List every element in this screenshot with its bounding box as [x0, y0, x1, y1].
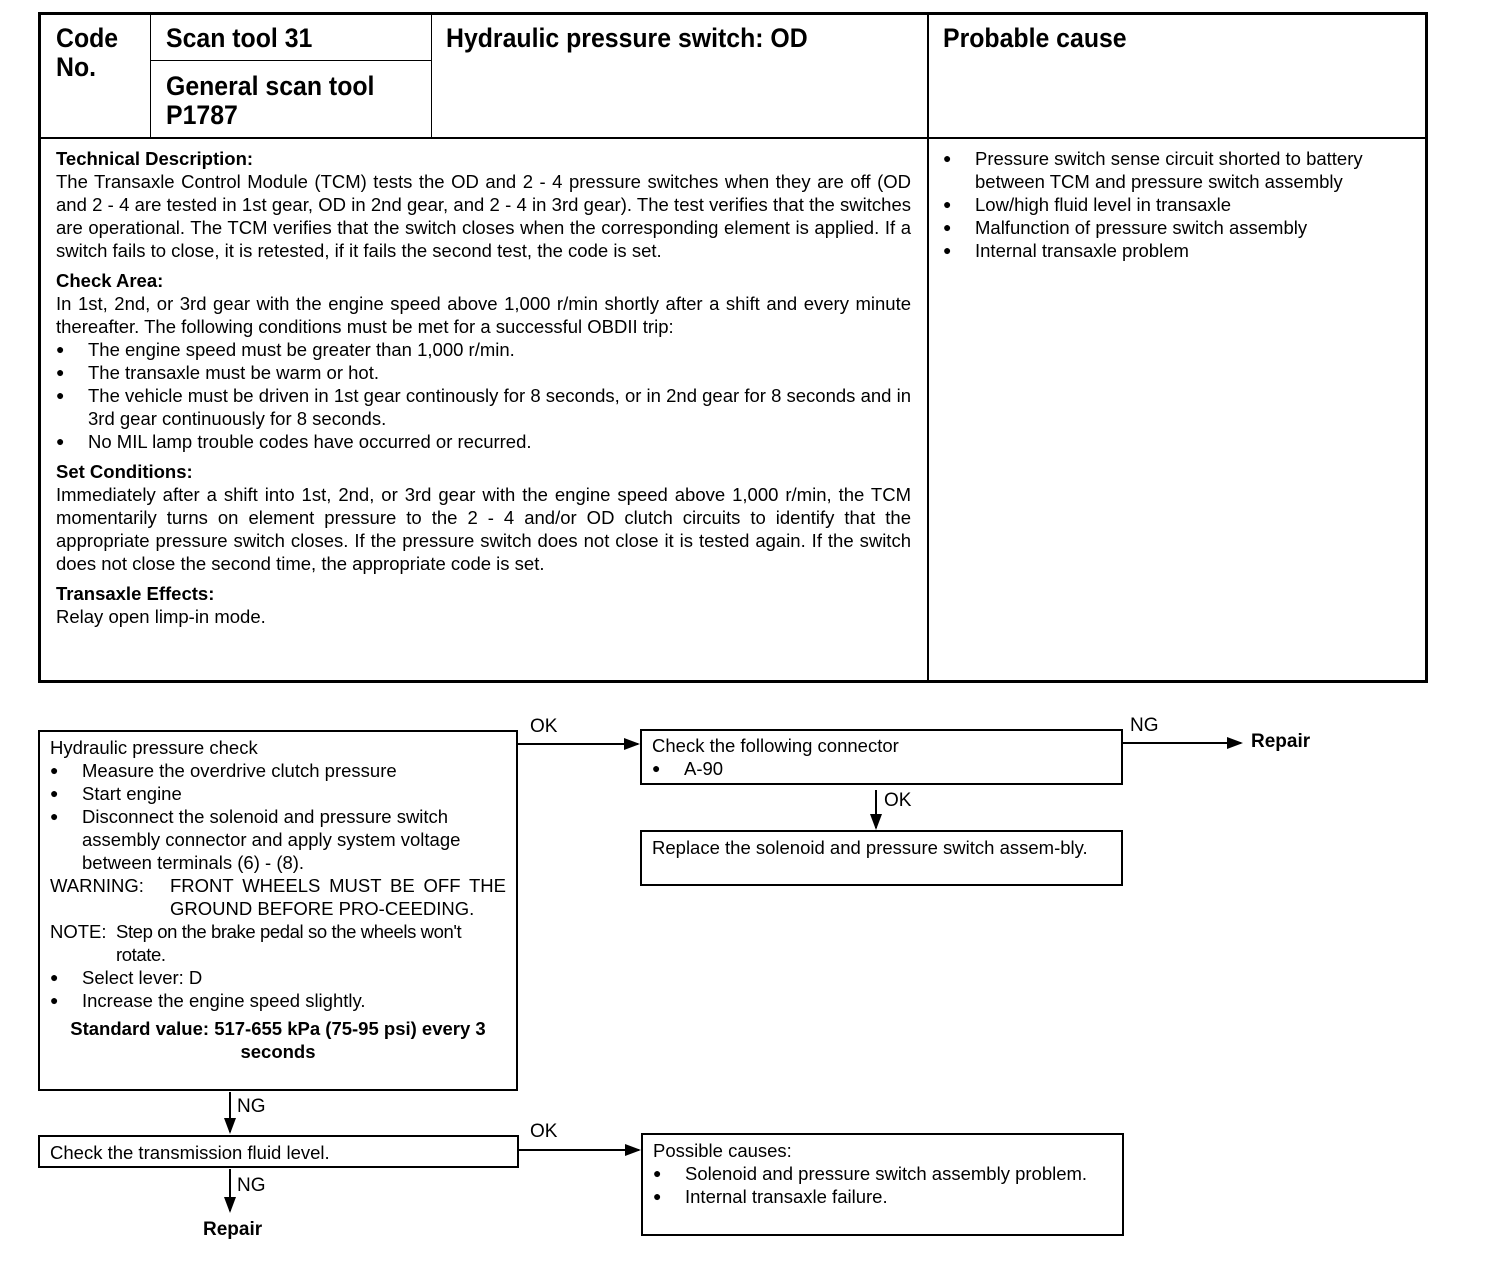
- set-conditions-body: Immediately after a shift into 1st, 2nd, or 3rd gear with the engine speed above 1,000 r/min, the TCM momentarily turns on element pressure to the 2 - 4 and/or OD clutch circuits to identify that the appropriate pressure switch closes. If the pressure switch does not close it is tested again. If the switch does not close the second time, the appropriate code is set.: [56, 484, 911, 574]
- check-area-body: In 1st, 2nd, or 3rd gear with the engine speed above 1,000 r/min shortly after a shift and every minute thereafter. The following conditions must be met for a successful OBDII trip:: [56, 293, 911, 337]
- technical-description-heading: Technical Description:: [56, 148, 254, 169]
- warning-block: [50, 874, 506, 920]
- ng-arrow-down-1: [229, 1092, 231, 1132]
- connector-check-box: [640, 729, 1123, 785]
- list-item: ● Internal transaxle problem: [943, 239, 1413, 262]
- ng-arrow-right: [1123, 742, 1241, 744]
- hydraulic-pressure-check-box: [38, 730, 518, 1091]
- table-border-top: [38, 12, 1428, 15]
- ok-arrow-right-1: [518, 743, 638, 745]
- connector-list: [652, 757, 1111, 780]
- ng-label-2: NG: [237, 1096, 266, 1117]
- scan-tool-label: Scan tool 31: [166, 23, 313, 53]
- replace-assembly-box: [640, 830, 1123, 886]
- ok-label-1: OK: [530, 716, 558, 737]
- col-divider-2: [431, 12, 432, 139]
- possible-causes-title: Possible causes:: [653, 1140, 792, 1161]
- ng-arrow-down-2: [229, 1169, 231, 1211]
- list-item: ● The engine speed must be greater than 1,000 r/min.: [56, 338, 911, 361]
- col-divider-3: [927, 12, 929, 683]
- check-area-heading: Check Area:: [56, 270, 164, 291]
- probable-cause-list: [943, 147, 1413, 262]
- scan-tool-divider: [150, 60, 432, 61]
- repair-label-2: Repair: [203, 1219, 263, 1240]
- ok-label-2: OK: [884, 790, 912, 811]
- col-divider-1: [150, 12, 151, 139]
- hydraulic-check-steps: [50, 759, 506, 874]
- list-item: ● Malfunction of pressure switch assembly: [943, 216, 1413, 239]
- header-divider: [38, 137, 1428, 139]
- hydraulic-check-steps-2: [50, 966, 506, 1012]
- fluid-level-check-text: Check the transmission fluid level.: [50, 1142, 330, 1163]
- set-conditions-heading: Set Conditions:: [56, 461, 193, 482]
- dtc-title: Hydraulic pressure switch: OD: [446, 23, 808, 53]
- list-item: ● The vehicle must be driven in 1st gear continously for 8 seconds, or in 2nd gear for 8 seconds and in 3rd gear continuously for 8 seconds.: [56, 384, 911, 430]
- ok-label-3: OK: [530, 1121, 558, 1142]
- code-no-label: Code No.: [56, 23, 119, 82]
- possible-causes-box: [641, 1133, 1124, 1236]
- table-border-bottom: [38, 680, 1428, 683]
- fluid-level-check-box: [38, 1135, 519, 1168]
- list-item: ● Internal transaxle failure.: [653, 1185, 1112, 1208]
- ok-arrow-down: [875, 790, 877, 828]
- table-border-left: [38, 12, 41, 683]
- warning-text: FRONT WHEELS MUST BE OFF THE GROUND BEFORE PRO-CEEDING.: [170, 875, 506, 919]
- general-scan-tool-label: General scan tool P1787: [166, 71, 375, 130]
- note-block: [50, 920, 506, 966]
- repair-label-1: Repair: [1251, 731, 1311, 752]
- list-item: ● Solenoid and pressure switch assembly problem.: [653, 1162, 1112, 1185]
- table-border-right: [1425, 12, 1428, 683]
- ok-arrow-right-2: [519, 1149, 639, 1151]
- possible-causes-list: [653, 1162, 1112, 1208]
- list-item: ● Start engine: [50, 782, 506, 805]
- list-item: ● Pressure switch sense circuit shorted to battery between TCM and pressure switch assembly: [943, 147, 1413, 193]
- transaxle-effects-heading: Transaxle Effects:: [56, 583, 215, 604]
- list-item: ● Low/high fluid level in transaxle: [943, 193, 1413, 216]
- transaxle-effects-body: Relay open limp-in mode.: [56, 606, 266, 627]
- list-item: ● The transaxle must be warm or hot.: [56, 361, 911, 384]
- note-label: NOTE:: [50, 921, 107, 942]
- check-area-list: [56, 338, 911, 453]
- replace-assembly-text: Replace the solenoid and pressure switch assem-bly.: [652, 837, 1088, 858]
- list-item: ● Increase the engine speed slightly.: [50, 989, 506, 1012]
- list-item: ● No MIL lamp trouble codes have occurred or recurred.: [56, 430, 911, 453]
- technical-description-body: The Transaxle Control Module (TCM) tests the OD and 2 - 4 pressure switches when they are off (OD and 2 - 4 are tested in 1st gear, OD in 2nd gear, and 2 - 4 in 3rd gear). The test verifies that the switches are operational. The TCM verifies that the switch closes when the corresponding element is applied. If a switch fails to close, it is retested, if it fails the second test, the code is set.: [56, 171, 911, 261]
- probable-cause-heading: Probable cause: [943, 23, 1127, 53]
- note-text: Step on the brake pedal so the wheels won't rotate.: [116, 921, 462, 965]
- list-item: ● Measure the overdrive clutch pressure: [50, 759, 506, 782]
- ng-label-1: NG: [1130, 715, 1159, 736]
- standard-value: Standard value: 517-655 kPa (75-95 psi) every 3 seconds: [70, 1018, 486, 1062]
- probable-cause-column: [943, 147, 1413, 262]
- ng-label-3: NG: [237, 1175, 266, 1196]
- warning-label: WARNING:: [50, 875, 144, 896]
- connector-check-title: Check the following connector: [652, 735, 899, 756]
- hydraulic-check-title: Hydraulic pressure check: [50, 737, 258, 758]
- list-item: ● Select lever: D: [50, 966, 506, 989]
- list-item: ● Disconnect the solenoid and pressure switch assembly connector and apply system voltage between terminals (6) - (8).: [50, 805, 506, 874]
- list-item: ● A-90: [652, 757, 1111, 780]
- description-column: [56, 147, 911, 628]
